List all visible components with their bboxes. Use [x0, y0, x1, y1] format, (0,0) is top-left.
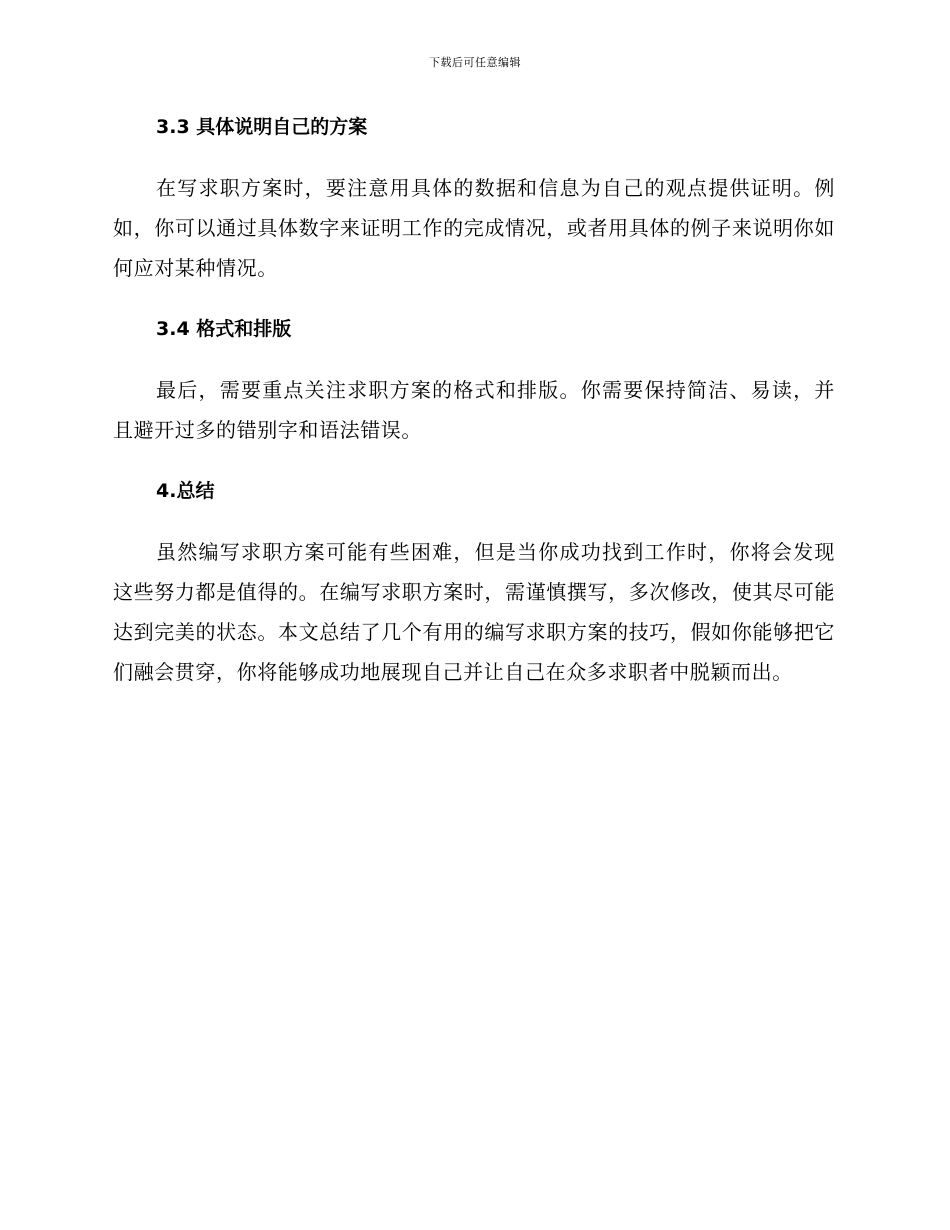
section-paragraph: 最后，需要重点关注求职方案的格式和排版。你需要保持简洁、易读，并且避开过多的错别字和语法错误。 [113, 378, 835, 442]
section-3-3 [113, 112, 835, 288]
document-body [113, 112, 835, 718]
section-4 [113, 476, 835, 692]
section-heading: 3.4 格式和排版 [156, 318, 292, 340]
section-paragraph: 在写求职方案时，要注意用具体的数据和信息为自己的观点提供证明。例如，你可以通过具体数字来证明工作的完成情况，或者用具体的例子来说明你如何应对某种情况。 [113, 176, 835, 280]
section-heading: 4.总结 [156, 480, 215, 502]
header-note: 下载后可任意编辑 [429, 56, 521, 69]
section-paragraph: 虽然编写求职方案可能有些困难，但是当你成功找到工作时，你将会发现这些努力都是值得的。在编写求职方案时，需谨慎撰写，多次修改，使其尽可能达到完美的状态。本文总结了几个有用的编写求职方案的技巧，假如你能够把它们融会贯穿，你将能够成功地展现自己并让自己在众多求职者中脱颖而出。 [113, 540, 835, 684]
section-heading: 3.3 具体说明自己的方案 [156, 116, 368, 138]
section-3-4 [113, 314, 835, 450]
